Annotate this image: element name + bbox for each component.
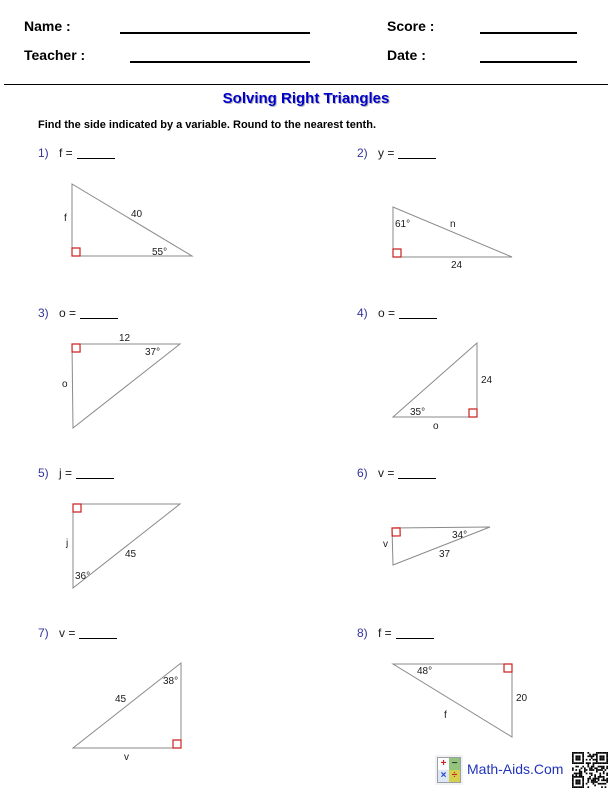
problem-1-header — [38, 146, 115, 160]
triangle-4 — [393, 343, 493, 432]
answer-blank — [79, 626, 117, 639]
score-label: Score : — [387, 18, 435, 34]
right-angle-marker — [469, 409, 477, 417]
triangle-label: 45 — [125, 549, 137, 560]
problem-equation: f = — [378, 626, 392, 640]
triangle-label: o — [62, 379, 68, 390]
triangle-label: v — [383, 539, 388, 550]
triangle-label: 40 — [131, 209, 143, 220]
instructions-text: Find the side indicated by a variable. Round to the nearest tenth. — [38, 119, 376, 131]
problem-number: 5) — [38, 466, 49, 480]
answer-blank — [76, 466, 114, 479]
problem-equation: v = — [59, 626, 76, 640]
logo-symbol: − — [449, 758, 460, 770]
brand-text: Math-Aids.Com — [467, 761, 564, 777]
problem-equation: v = — [378, 466, 395, 480]
teacher-blank-line — [130, 61, 310, 63]
problem-equation: o = — [378, 306, 396, 320]
name-blank-line — [120, 32, 310, 34]
problem-number: 6) — [357, 466, 368, 480]
problem-equation: y = — [378, 146, 395, 160]
problem-number: 8) — [357, 626, 368, 640]
date-label: Date : — [387, 47, 426, 63]
triangle-label: 36° — [75, 571, 91, 582]
answer-blank — [399, 306, 437, 319]
triangle-label: 24 — [451, 260, 463, 271]
triangle-8 — [393, 664, 528, 737]
problem-equation: o = — [59, 306, 77, 320]
problem-2-header — [357, 146, 436, 160]
page-title: Solving Right Triangles — [222, 90, 390, 107]
triangle-6 — [383, 527, 490, 565]
triangle-label: 37° — [145, 347, 161, 358]
triangle-label: 12 — [119, 333, 131, 344]
qr-code-icon — [572, 751, 608, 789]
triangle-7 — [73, 663, 181, 763]
triangle-label: n — [450, 219, 456, 230]
triangle-label: 61° — [395, 219, 411, 230]
answer-blank — [80, 306, 118, 319]
problem-number: 3) — [38, 306, 49, 320]
answer-blank — [398, 146, 436, 159]
right-angle-marker — [73, 504, 81, 512]
problem-5-header — [38, 466, 114, 480]
triangle-label: 38° — [163, 676, 179, 687]
header-divider — [4, 84, 608, 85]
teacher-label: Teacher : — [24, 47, 86, 63]
triangle-label: 55° — [152, 247, 168, 258]
problem-4-header — [357, 306, 437, 320]
right-angle-marker — [393, 249, 401, 257]
triangle-1 — [64, 184, 192, 258]
logo-symbol: ÷ — [449, 770, 460, 782]
triangle-label: 35° — [410, 407, 426, 418]
problem-3-header — [38, 306, 118, 320]
answer-blank — [396, 626, 434, 639]
problem-number: 4) — [357, 306, 368, 320]
right-angle-marker — [173, 740, 181, 748]
right-angle-marker — [392, 528, 400, 536]
triangle-label: 34° — [452, 530, 468, 541]
right-angle-marker — [72, 248, 80, 256]
problem-number: 2) — [357, 146, 368, 160]
logo-symbol: + — [438, 758, 449, 770]
triangle-label: f — [64, 213, 67, 224]
right-angle-marker — [72, 344, 80, 352]
problem-6-header — [357, 466, 436, 480]
triangle-label: o — [433, 421, 439, 432]
answer-blank — [77, 146, 115, 159]
triangle-5 — [65, 504, 180, 588]
triangle-3 — [62, 333, 180, 428]
problem-7-header — [38, 626, 117, 640]
triangle-label: f — [444, 710, 447, 721]
answer-blank — [398, 466, 436, 479]
triangle-label: 48° — [417, 666, 433, 677]
problem-number: 1) — [38, 146, 49, 160]
triangle-label: 37 — [439, 549, 451, 560]
score-blank-line — [480, 32, 577, 34]
name-label: Name : — [24, 18, 71, 34]
logo-symbol: × — [438, 770, 449, 782]
triangle-label: j — [66, 538, 69, 549]
triangle-label: 45 — [115, 694, 127, 705]
problem-equation: f = — [59, 146, 73, 160]
triangle-2 — [393, 207, 512, 271]
triangle-label: 24 — [481, 375, 493, 386]
date-blank-line — [480, 61, 577, 63]
problem-8-header — [357, 626, 434, 640]
problem-equation: j = — [59, 466, 73, 480]
problem-number: 7) — [38, 626, 49, 640]
right-angle-marker — [504, 664, 512, 672]
triangle-label: 20 — [516, 693, 528, 704]
triangle-label: v — [124, 752, 129, 763]
math-operations-grid-icon — [437, 757, 461, 783]
